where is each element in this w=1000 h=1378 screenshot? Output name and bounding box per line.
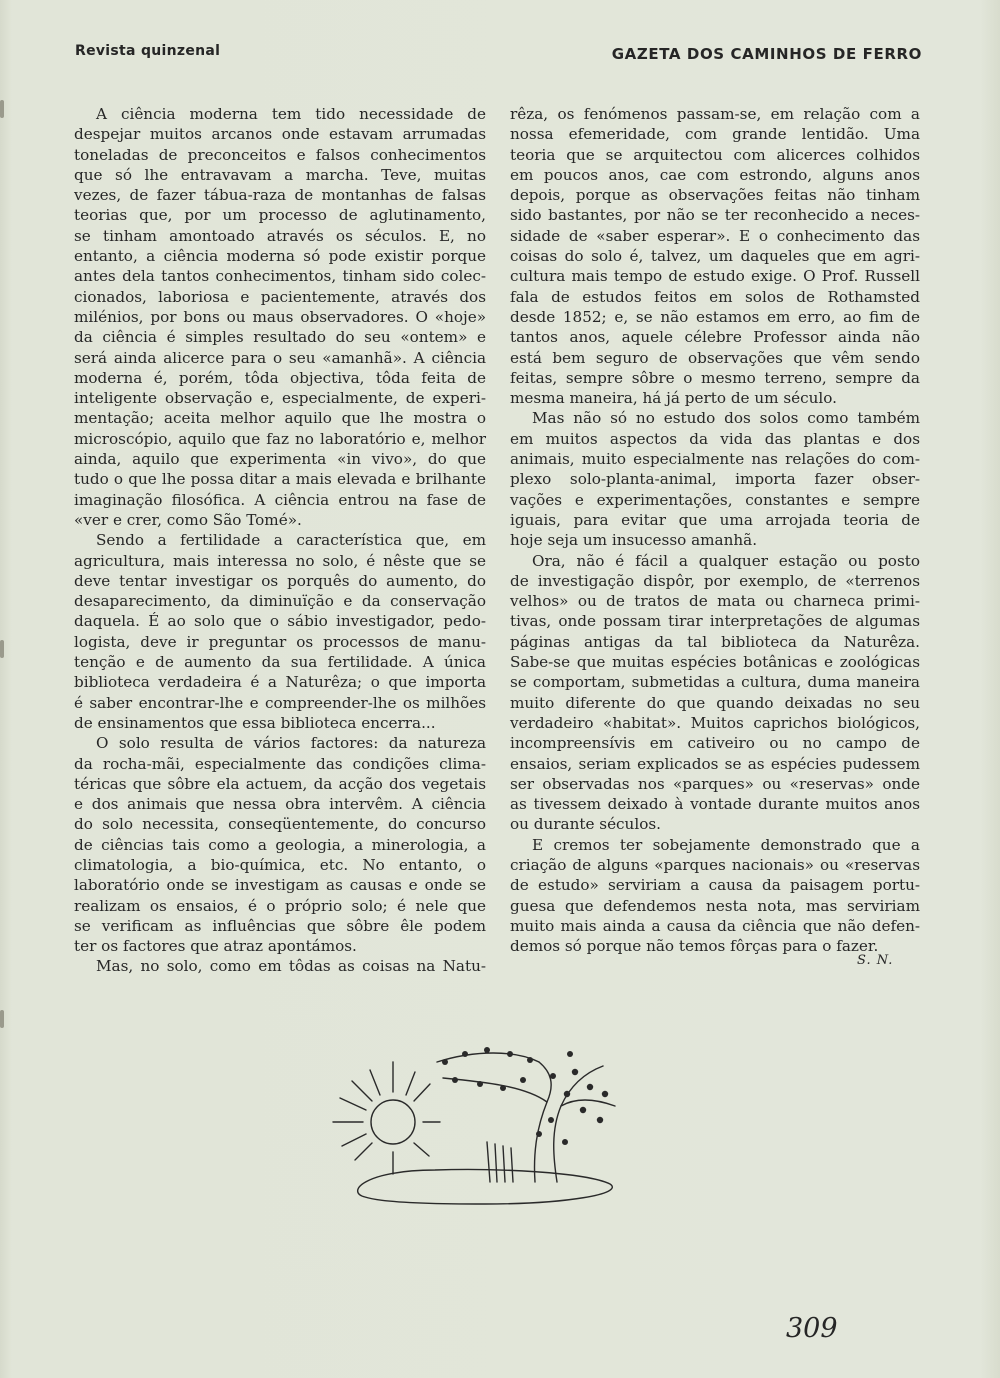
text-line: tantos anos, aquele célebre Professor ainda não	[510, 328, 920, 347]
text-line: daquela. É ao solo que o sábio investigador, pedo-	[74, 612, 486, 631]
text-line: depois, porque as observações feitas não tinham	[510, 186, 920, 205]
text-line: está bem seguro de observações que vêm sendo	[510, 348, 920, 367]
text-line: nossa efemeridade, com grande lentidão. Uma	[510, 125, 920, 144]
text-line: sido bastantes, por não se ter reconhecido a neces-	[510, 206, 920, 225]
article-column-right	[510, 104, 920, 956]
text-line: imaginação filosófica. A ciência entrou na fase de	[74, 490, 486, 509]
text-line: tivas, onde possam tirar interpretações de algumas	[510, 612, 920, 631]
text-line: Sendo a fertilidade a característica que, em	[96, 531, 486, 550]
article-column-left	[74, 104, 486, 977]
text-line: rêza, os fenómenos passam-se, em relação com a	[510, 105, 920, 123]
text-line: verdadeiro «habitat». Muitos caprichos biológicos,	[510, 713, 920, 732]
text-line: agricultura, mais interessa no solo, é nêste que se	[74, 551, 486, 570]
text-line: vezes, de fazer tábua-raza de montanhas de falsas	[74, 186, 486, 205]
text-line: toneladas de preconceitos e falsos conhecimentos	[74, 145, 486, 164]
text-line: e dos animais que nessa obra intervêm. A ciência	[74, 795, 486, 814]
text-line: ser observadas nos «parques» ou «reservas» onde	[510, 774, 920, 793]
page-edge-mark	[0, 1010, 4, 1028]
text-line: microscópio, aquilo que faz no laboratório e, melhor	[74, 429, 486, 448]
text-line: demos só porque não temos fôrças para o fazer.	[510, 937, 879, 956]
author-signature: S. N.	[857, 953, 894, 968]
text-line: guesa que defendemos nesta nota, mas serviriam	[510, 896, 920, 915]
text-line: coisas do solo é, talvez, um daqueles que em agri-	[510, 247, 920, 266]
tree-and-sun-illustration	[325, 1032, 630, 1217]
text-line: em muitos aspectos da vida das plantas e dos	[510, 429, 920, 448]
text-line: sidade de «saber esperar». E o conhecimento das	[510, 226, 920, 245]
text-line: de investigação dispôr, por exemplo, de «terrenos	[510, 571, 920, 590]
text-line: tudo o que lhe possa ditar a mais elevada e brilhante	[74, 470, 486, 489]
text-line: mentação; aceita melhor aquilo que lhe mostra o	[74, 409, 486, 428]
text-line: ensaios, seriam explicados se as espécies pudessem	[510, 754, 920, 773]
text-line: climatologia, a bio-química, etc. No entanto, o	[74, 855, 486, 874]
text-line: criação de alguns «parques nacionais» ou «reservas	[510, 855, 920, 874]
text-line: despejar muitos arcanos onde estavam arrumadas	[74, 125, 486, 144]
text-line: desaparecimento, da diminuïção e da conservação	[74, 592, 486, 611]
text-line: mesma maneira, há já perto de um século.	[510, 389, 837, 408]
text-line: será ainda alicerce para o seu «amanhã». A ciência	[74, 348, 486, 367]
running-header-left: Revista quinzenal	[75, 43, 221, 59]
text-line: E cremos ter sobejamente demonstrado que a	[532, 835, 920, 854]
text-line: muito mais ainda a causa da ciência que não defen-	[510, 916, 920, 935]
text-line: ou durante séculos.	[510, 815, 661, 834]
text-line: plexo solo-planta-animal, importa fazer obser-	[510, 470, 920, 489]
text-line: se comportam, submetidas a cultura, duma maneira	[510, 673, 920, 692]
text-line: «ver e crer, como São Tomé».	[74, 510, 302, 529]
text-line: cionados, laboriosa e pacientemente, através dos	[74, 287, 486, 306]
text-line: realizam os ensaios, é o próprio solo; é nele que	[74, 896, 486, 915]
text-line: A ciência moderna tem tido necessidade de	[96, 105, 486, 123]
text-line: cultura mais tempo de estudo exige. O Prof. Russell	[510, 267, 920, 286]
text-line: biblioteca verdadeira é a Naturêza; o que importa	[74, 673, 486, 692]
text-line: antes dela tantos conhecimentos, tinham sido colec-	[74, 267, 486, 286]
text-line: logista, deve ir preguntar os processos de manu-	[74, 632, 486, 651]
text-line: teorias que, por um processo de aglutinamento,	[74, 206, 486, 225]
text-line: fala de estudos feitos em solos de Rothamsted	[510, 287, 920, 306]
text-line: laboratório onde se investigam as causas e onde se	[74, 876, 486, 895]
text-line: se tinham amontoado através os séculos. E, no	[74, 226, 486, 245]
text-line: moderna é, porém, tôda objectiva, tôda feita de	[74, 368, 486, 387]
text-line: Mas não só no estudo dos solos como também	[532, 409, 920, 428]
running-header-right: GAZETA DOS CAMINHOS DE FERRO	[611, 45, 922, 63]
text-line: deve tentar investigar os porquês do aumento, do	[74, 571, 486, 590]
text-line: páginas antigas da tal biblioteca da Naturêza.	[510, 632, 920, 651]
text-line: que só lhe entravavam a marcha. Teve, muitas	[74, 165, 486, 184]
page-number: 309	[786, 1313, 838, 1344]
text-line: entanto, a ciência moderna só pode existir porque	[74, 247, 486, 266]
text-line: as tivessem deixado à vontade durante muitos anos	[510, 795, 920, 814]
page-edge-mark	[0, 100, 4, 118]
text-line: muito diferente do que quando deixadas no seu	[510, 693, 920, 712]
text-line: incompreensívis em cativeiro ou no campo de	[510, 734, 920, 753]
text-line: em poucos anos, cae com estrondo, alguns anos	[510, 165, 920, 184]
text-line: ainda, aquilo que experimenta «in vivo», do que	[74, 450, 486, 469]
text-line: da rocha-mãi, especialmente das condições clima-	[74, 754, 486, 773]
text-line: da ciência é simples resultado do seu «ontem» e	[74, 328, 486, 347]
text-line: vações e experimentações, constantes e sempre	[510, 490, 920, 509]
text-line: do solo necessita, conseqüentemente, do concurso	[74, 815, 486, 834]
text-line: iguais, para evitar que uma arrojada teoria de	[510, 510, 920, 529]
text-line: O solo resulta de vários factores: da natureza	[96, 734, 486, 753]
text-line: milénios, por bons ou maus observadores. O «hoje»	[74, 307, 486, 326]
text-line: animais, muito especialmente nas relações do com-	[510, 450, 920, 469]
text-line: Sabe-se que muitas espécies botânicas e zoológicas	[510, 653, 920, 672]
text-line: inteligente observação e, especialmente, de experi-	[74, 389, 486, 408]
text-line: teoria que se arquitectou com alicerces colhidos	[510, 145, 920, 164]
text-line: ter os factores que atraz apontámos.	[74, 937, 357, 956]
text-line: velhos» ou de tratos de mata ou charneca primi-	[510, 592, 920, 611]
text-line: de ciências tais como a geologia, a minerologia, a	[74, 835, 486, 854]
page-edge-mark	[0, 640, 4, 658]
text-line: hoje seja um insucesso amanhã.	[510, 531, 758, 550]
text-line: se verificam as influências que sôbre êle podem	[74, 916, 486, 935]
text-line: de estudo» serviriam a causa da paisagem portu-	[510, 876, 920, 895]
text-line: tenção e de aumento da sua fertilidade. A única	[74, 653, 486, 672]
text-line: téricas que sôbre ela actuem, da acção dos vegetais	[74, 774, 486, 793]
text-line: de ensinamentos que essa biblioteca encerra...	[74, 713, 436, 732]
text-line: Ora, não é fácil a qualquer estação ou posto	[532, 551, 920, 570]
text-line: desde 1852; e, se não estamos em erro, ao fim de	[510, 307, 920, 326]
text-line: feitas, sempre sôbre o mesmo terreno, sempre da	[510, 368, 920, 387]
text-line: Mas, no solo, como em tôdas as coisas na Natu-	[96, 957, 486, 976]
text-line: é saber encontrar-lhe e compreender-lhe os milhões	[74, 693, 486, 712]
